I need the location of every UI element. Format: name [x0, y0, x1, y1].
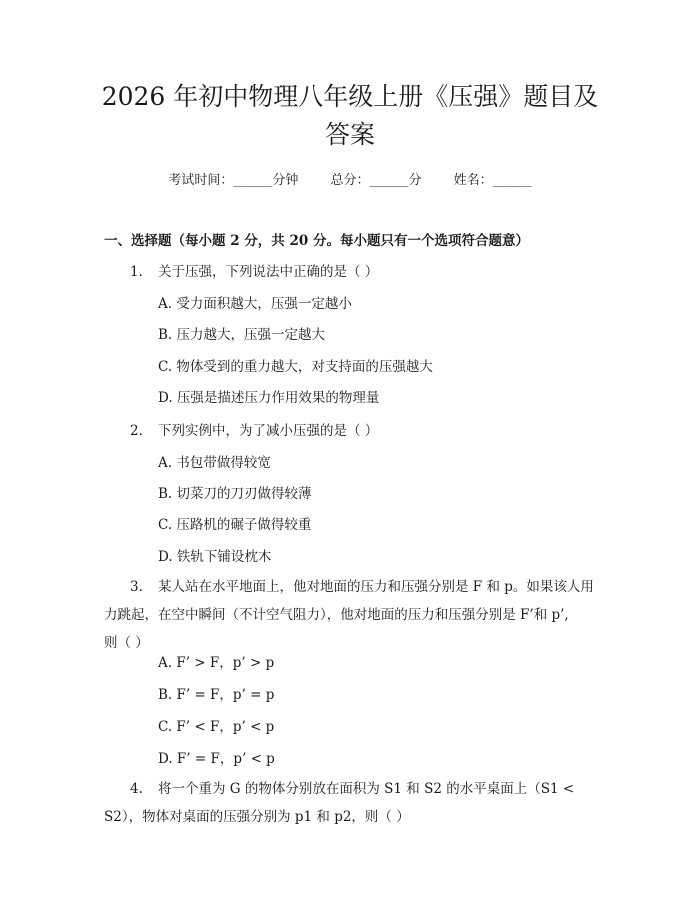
exam-meta — [0, 169, 700, 188]
question-3 — [104, 573, 594, 657]
q3-option-b: B. F’ = F，p’ = p — [158, 687, 275, 703]
question-number: 2. — [130, 423, 143, 439]
q3-option-d: D. F’ = F，p’ < p — [158, 751, 275, 767]
q1-option-c: C. 物体受到的重力越大，对支持面的压强越大 — [158, 359, 433, 375]
document-title — [90, 78, 610, 154]
q2-option-d: D. 铁轨下铺设枕木 — [158, 549, 272, 565]
question-text: 将一个重为 G 的物体分别放在面积为 S1 和 S2 的水平桌面上（S1 < — [158, 781, 575, 797]
question-line-2: 力跳起，在空中瞬间（不计空气阻力），他对地面的压力和压强分别是 F’和 p’, — [104, 607, 569, 623]
q1-option-d: D. 压强是描述压力作用效果的物理量 — [158, 390, 380, 406]
q2-option-c: C. 压路机的碾子做得较重 — [158, 517, 312, 533]
q1-option-b: B. 压力越大，压强一定越大 — [158, 327, 326, 343]
question-number: 4. — [130, 781, 143, 797]
question-line-2: S2），物体对桌面的压强分别为 p1 和 p2，则（ ） — [104, 809, 410, 825]
question-4 — [104, 775, 594, 831]
question-number: 3. — [130, 579, 143, 595]
question-line-1 — [104, 775, 594, 803]
title-line-1: 2026 年初中物理八年级上册《压强》题目及 — [101, 82, 599, 111]
q3-option-a: A. F’ > F，p’ > p — [158, 655, 275, 671]
question-text: 某人站在水平地面上，他对地面的压力和压强分别是 F 和 p。如果该人用 — [158, 579, 594, 595]
question-text: 下列实例中，为了减小压强的是（ ） — [158, 423, 379, 439]
question-text: 关于压强，下列说法中正确的是（ ） — [158, 264, 379, 280]
question-line-3: 则（ ） — [104, 635, 149, 651]
question-number: 1. — [130, 264, 143, 280]
q3-option-c: C. F’ < F，p’ < p — [158, 719, 275, 735]
title-line-2: 答案 — [324, 120, 375, 149]
exam-time-field: 考试时间：______分钟 — [168, 173, 299, 188]
student-name-field: 姓名：______ — [453, 173, 532, 188]
section-heading: 一、选择题（每小题 2 分，共 20 分。每小题只有一个选项符合题意） — [104, 233, 529, 249]
question-line-1 — [104, 573, 594, 601]
q1-option-a: A. 受力面积越大，压强一定越小 — [158, 296, 352, 312]
total-score-field: 总分：______分 — [330, 173, 422, 188]
q2-option-a: A. 书包带做得较宽 — [158, 455, 271, 471]
q2-option-b: B. 切菜刀的刀刃做得较薄 — [158, 486, 312, 502]
question-2 — [130, 419, 378, 439]
question-1 — [130, 260, 378, 280]
